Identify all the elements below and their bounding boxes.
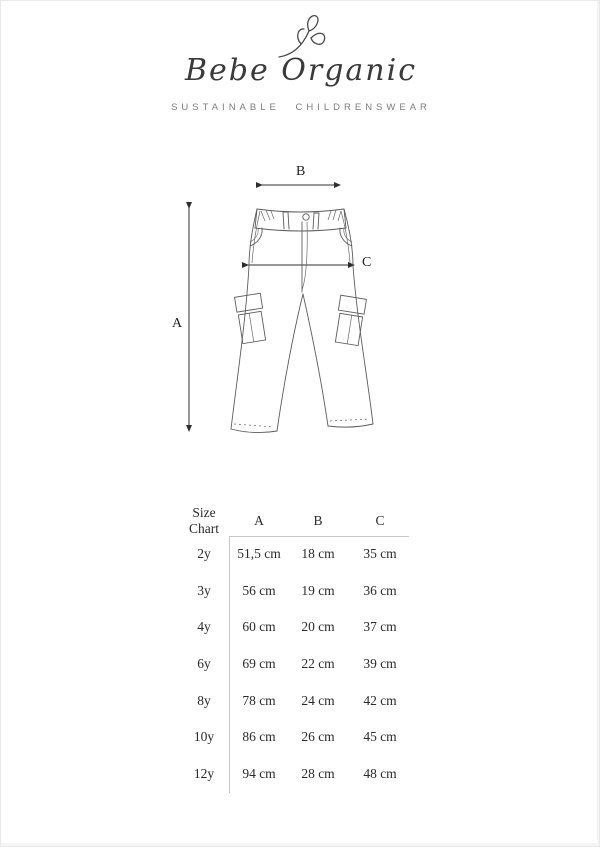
value-c: 42 cm xyxy=(363,692,397,708)
corner-header xyxy=(178,499,230,536)
value-a: 51,5 cm xyxy=(237,546,281,562)
pants-outline xyxy=(231,209,373,433)
brand-tagline: SUSTAINABLE CHILDRENSWEAR xyxy=(171,102,431,113)
column-header-c: C xyxy=(375,512,385,528)
size-label: 12y xyxy=(193,765,215,781)
value-a: 86 cm xyxy=(242,729,276,745)
size-label: 4y xyxy=(197,619,211,635)
value-b: 22 cm xyxy=(301,656,335,672)
size-label: 8y xyxy=(197,692,211,708)
size-label: 3y xyxy=(197,582,211,598)
value-c: 36 cm xyxy=(363,582,397,598)
value-c: 35 cm xyxy=(363,546,397,562)
value-c: 45 cm xyxy=(363,729,397,745)
label-a: A xyxy=(172,316,183,331)
value-a: 56 cm xyxy=(242,582,276,598)
value-b: 26 cm xyxy=(301,729,335,745)
label-b: B xyxy=(296,164,306,179)
value-b: 19 cm xyxy=(301,582,335,598)
value-a: 94 cm xyxy=(242,765,276,781)
value-b: 18 cm xyxy=(301,546,335,562)
size-label: 10y xyxy=(193,729,215,745)
corner-header-line2: Chart xyxy=(189,520,219,536)
value-c: 39 cm xyxy=(363,656,397,672)
value-b: 28 cm xyxy=(301,765,335,781)
column-header-a: A xyxy=(254,512,264,528)
size-label: 6y xyxy=(197,656,211,672)
corner-header-line1: Size xyxy=(192,504,216,520)
value-a: 69 cm xyxy=(242,656,276,672)
value-c: 37 cm xyxy=(363,619,397,635)
value-a: 78 cm xyxy=(242,692,276,708)
measurement-a xyxy=(172,208,189,431)
label-c: C xyxy=(362,255,372,270)
value-b: 20 cm xyxy=(301,619,335,635)
pants-technical-drawing xyxy=(161,159,441,449)
brand-logo-text: Bebe Organic xyxy=(184,53,418,88)
cargo-pocket-left xyxy=(235,293,268,343)
size-chart-grid xyxy=(178,499,412,792)
value-a: 60 cm xyxy=(242,619,276,635)
value-c: 48 cm xyxy=(363,765,397,781)
value-b: 24 cm xyxy=(301,692,335,708)
measurement-b xyxy=(262,164,340,185)
column-header-b: B xyxy=(313,512,323,528)
size-label: 2y xyxy=(197,546,211,562)
